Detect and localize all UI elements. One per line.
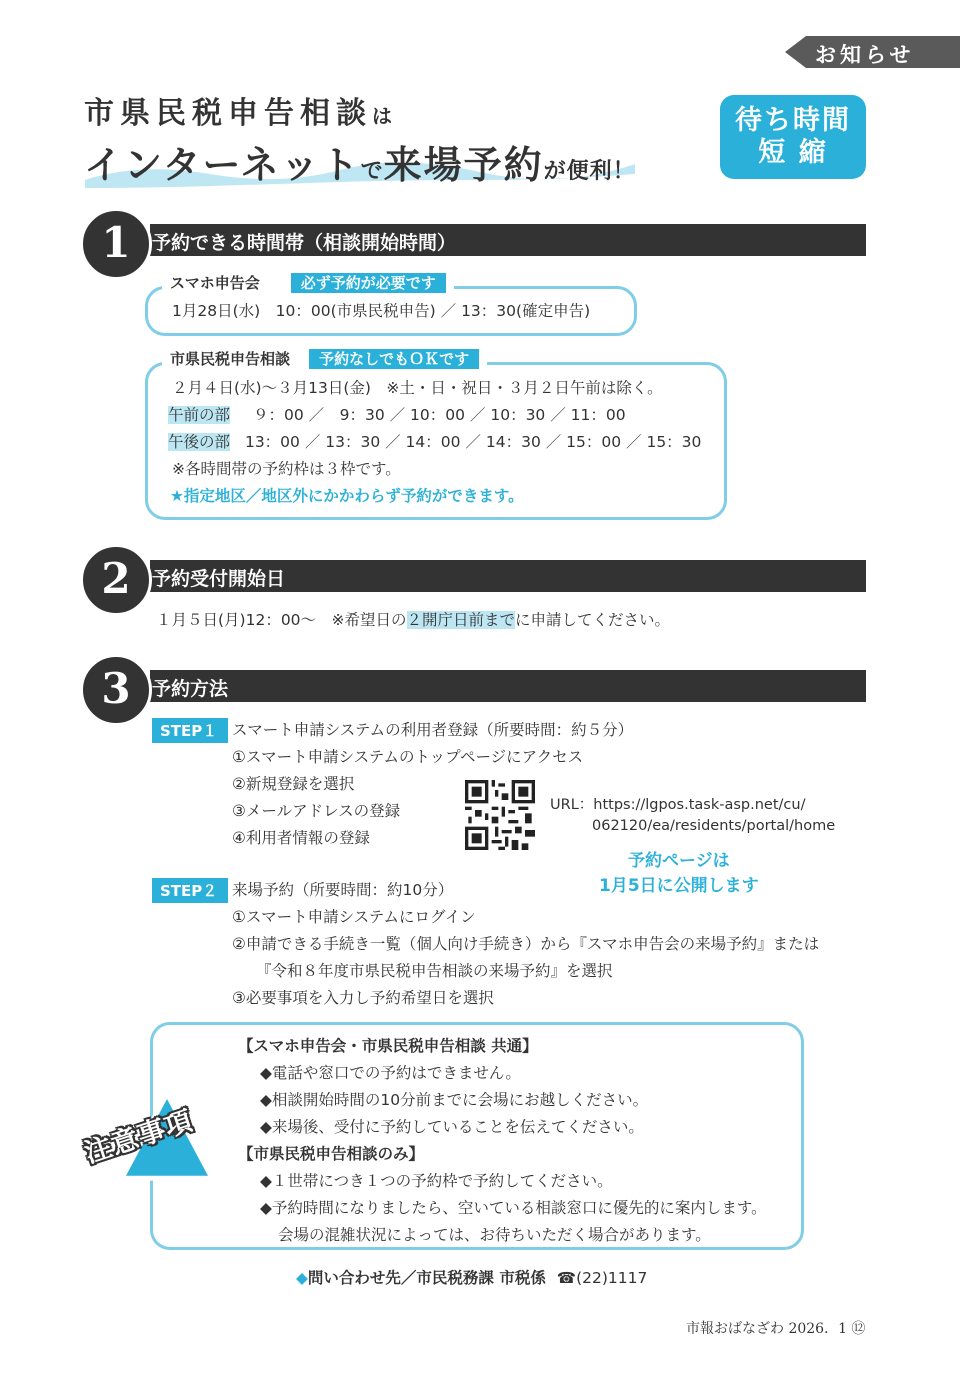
telephone-icon[interactable]: ☎(22)1117 [556,1269,648,1287]
section1-number: 1 [80,208,152,280]
title-line1-main: 市県民税申告相談 [84,96,372,131]
section1-title: 予約できる時間帯（相談開始時間） [152,232,457,254]
step1-heading: スマート申請システムの利用者登録（所要時間：約５分） [232,721,634,739]
caution-stamp: 注意事項 [80,1105,197,1170]
section2-header [150,560,866,592]
title-de: で [360,159,384,184]
header-tag-label: お知らせ [815,43,915,67]
smartphone-session-label: スマホ申告会 [170,274,260,292]
badge-line2: 短 縮 [758,137,828,168]
pm-row [168,430,701,452]
title-internet: インターネット [84,143,361,187]
am-label: 午前の部 [168,406,231,424]
caution-heading-tax: 【市県民税申告相談のみ】 [238,1145,425,1163]
section3-title: 予約方法 [152,678,229,700]
slot-note: ※各時間帯の予約枠は３枠です。 [172,460,401,478]
smartphone-session-labels [162,272,454,293]
publish-note-line1: 予約ページは [628,851,730,871]
title-reservation: 来場予約 [383,143,544,187]
contact-line [296,1266,647,1288]
pm-label: 午後の部 [168,433,231,451]
step1-item: ④利用者情報の登録 [232,829,370,847]
section3-header [150,670,866,702]
caution-item: ◆来場後、受付に予約していることを伝えてください。 [260,1118,644,1136]
reception-deadline-highlight: ２開庁日前まで [406,611,516,629]
caution-item: 会場の混雑状況によっては、お待ちいただく場合があります。 [278,1226,711,1244]
am-times: ９：00 ／ 9：30 ／ 10：00 ／ 10：30 ／ 11：00 [252,406,626,424]
caution-item: ◆１世帯につき１つの予約枠で予約してください。 [260,1172,613,1190]
reception-start-date: １月５日(月)12：00～ ※希望日の [156,611,407,629]
step2-item: 『令和８年度市県民税申告相談の来場予約』を選択 [256,962,613,980]
url-continuation[interactable]: 062120/ea/residents/portal/home [592,818,836,834]
contact-text: 問い合わせ先／市民税務課 市税係 [307,1269,546,1287]
section3-number: 3 [80,654,152,726]
url-label[interactable]: URL：https://lgpos.task-asp.net/cu/ [550,797,806,813]
tax-consultation-dates: ２月４日(水)～３月13日(金) ※土・日・祝日・３月２日午前は除く。 [172,379,663,397]
district-note: ★指定地区／地区外にかかわらず予約ができます。 [170,487,524,505]
title-line2 [84,134,636,189]
reception-instruction: に申請してください。 [515,611,671,629]
tax-consultation-label: 市県民税申告相談 [170,350,291,368]
step1-item: ①スマート申請システムのトップページにアクセス [232,748,584,766]
step2-item: ③必要事項を入力し予約希望日を選択 [232,989,494,1007]
reservation-required-pill: 必ず予約が必要です [291,273,446,293]
caution-item: ◆予約時間になりましたら、空いている相談窓口に優先的に案内します。 [260,1199,767,1217]
section1-header [150,224,866,256]
title-line1 [84,88,393,132]
step2-item: ①スマート申請システムにログイン [232,908,476,926]
tax-consultation-labels [162,348,487,369]
smartphone-session-schedule: 1月28日(水) 10：00(市県民税申告) ／ 13：30(確定申告) [172,302,591,320]
page-footer: 市報おばなざわ 2026．1 ⑫ [686,1321,866,1337]
qr-code-icon[interactable] [465,780,535,850]
badge-line1: 待ち時間 [735,105,851,136]
reception-start-line [156,608,670,630]
step2-heading: 来場予約（所要時間：約10分） [232,881,454,899]
publish-note-line2: 1月5日に公開します [599,876,759,896]
step1-item: ③メールアドレスの登録 [232,802,401,820]
step1-item: ②新規登録を選択 [232,775,355,793]
step2-badge: STEP２ [152,878,228,903]
wait-time-badge [720,95,866,179]
pm-times: 13：00 ／ 13：30 ／ 14：00 ／ 14：30 ／ 15：00 ／ 15：30 [244,433,702,451]
am-row [168,403,626,425]
title-line1-suffix: は [372,104,393,128]
section2-number: 2 [80,544,152,616]
header-tag [785,36,960,68]
title-convenient: が便利！ [543,159,636,184]
contact-diamond-icon: ◆ [296,1269,308,1287]
caution-item: ◆相談開始時間の10分前までに会場にお越しください。 [260,1091,649,1109]
caution-heading-common: 【スマホ申告会・市県民税申告相談 共通】 [238,1037,538,1055]
step1-badge: STEP１ [152,718,228,743]
step2-item: ②申請できる手続き一覧（個人向け手続き）から『スマホ申告会の来場予約』または [232,935,820,953]
no-reservation-ok-pill: 予約なしでもＯＫです [309,349,479,369]
section2-title: 予約受付開始日 [152,568,286,590]
caution-item: ◆電話や窓口での予約はできません。 [260,1064,521,1082]
